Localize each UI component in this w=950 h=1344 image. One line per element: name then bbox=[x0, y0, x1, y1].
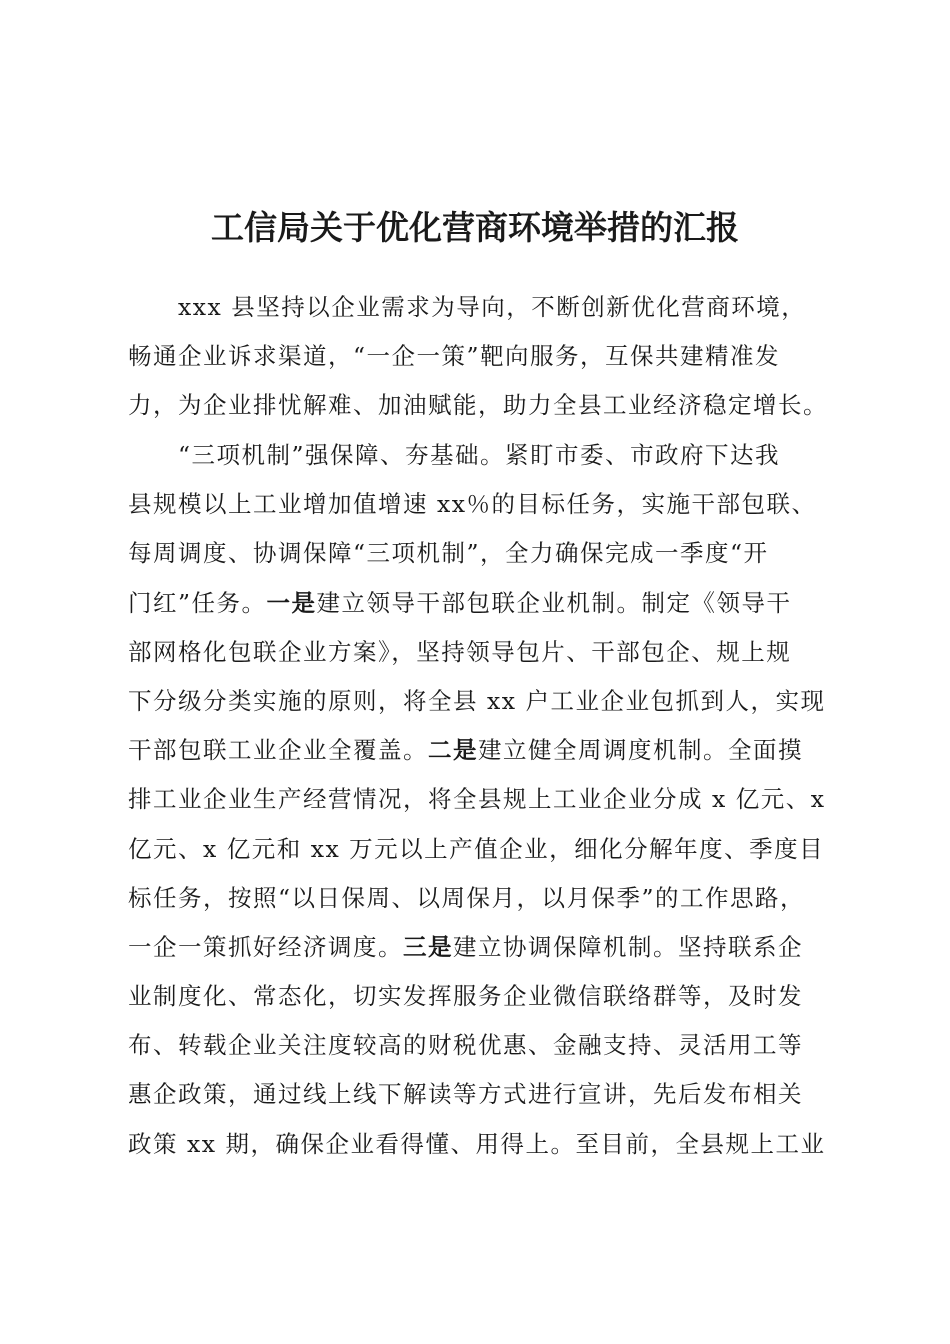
paragraph-line: 亿元、x 亿元和 xx 万元以上产值企业，细化分解年度、季度目 bbox=[128, 834, 825, 863]
text-run: 建立协调保障机制。坚持联系企 bbox=[453, 932, 803, 961]
paragraph-line bbox=[128, 923, 828, 972]
paragraph-line: 业制度化、常态化，切实发挥服务企业微信联络群等，及时发 bbox=[128, 982, 803, 1011]
bold-marker-third: 三是 bbox=[403, 932, 453, 961]
text-run: 建立健全周调度机制。全面摸 bbox=[478, 736, 803, 765]
bold-marker-second: 二是 bbox=[428, 736, 478, 765]
paragraph-line: 县规模以上工业增加值增速 xx％的目标任务，实施干部包联、 bbox=[128, 490, 817, 519]
paragraph-line: xxx 县坚持以企业需求为导向，不断创新优化营商环境， bbox=[178, 293, 807, 321]
paragraph-line: 畅通企业诉求渠道，“一企一策”靶向服务，互保共建精准发 bbox=[128, 342, 781, 371]
paragraph-line: “三项机制”强保障、夯基础。紧盯市委、市政府下达我 bbox=[178, 441, 781, 469]
paragraph-three-mechanisms bbox=[128, 431, 828, 1169]
paragraph-intro bbox=[128, 283, 828, 431]
document-title: 工信局关于优化营商环境举措的汇报 bbox=[211, 208, 739, 247]
paragraph-line: 部网格化包联企业方案》，坚持领导包片、干部包企、规上规 bbox=[128, 637, 792, 666]
text-run: 门红”任务。 bbox=[128, 588, 267, 617]
paragraph-line: 每周调度、协调保障“三项机制”，全力确保完成一季度“开 bbox=[128, 539, 769, 568]
paragraph-line: 布、转载企业关注度较高的财税优惠、金融支持、灵活用工等 bbox=[128, 1031, 803, 1060]
paragraph-line: 排工业企业生产经营情况，将全县规上工业企业分成 x 亿元、x bbox=[128, 785, 826, 814]
text-run: 建立领导干部包联企业机制。制定《领导干 bbox=[316, 588, 792, 617]
paragraph-line: 政策 xx 期，确保企业看得懂、用得上。至目前，全县规上工业 bbox=[128, 1129, 826, 1158]
paragraph-line: 力，为企业排忧解难、加油赋能，助力全县工业经济稳定增长。 bbox=[128, 391, 828, 420]
paragraph-line: 标任务，按照“以日保周、以周保月，以月保季”的工作思路， bbox=[128, 883, 806, 912]
paragraph-line bbox=[128, 579, 828, 628]
paragraph-line bbox=[128, 726, 828, 775]
bold-marker-first: 一是 bbox=[266, 588, 317, 617]
paragraph-line: 下分级分类实施的原则，将全县 xx 户工业企业包抓到人，实现 bbox=[128, 686, 826, 715]
text-run: 干部包联工业企业全覆盖。 bbox=[128, 736, 428, 765]
paragraph-line: 惠企政策，通过线上线下解读等方式进行宣讲，先后发布相关 bbox=[128, 1080, 803, 1109]
text-run: 一企一策抓好经济调度。 bbox=[128, 932, 403, 961]
